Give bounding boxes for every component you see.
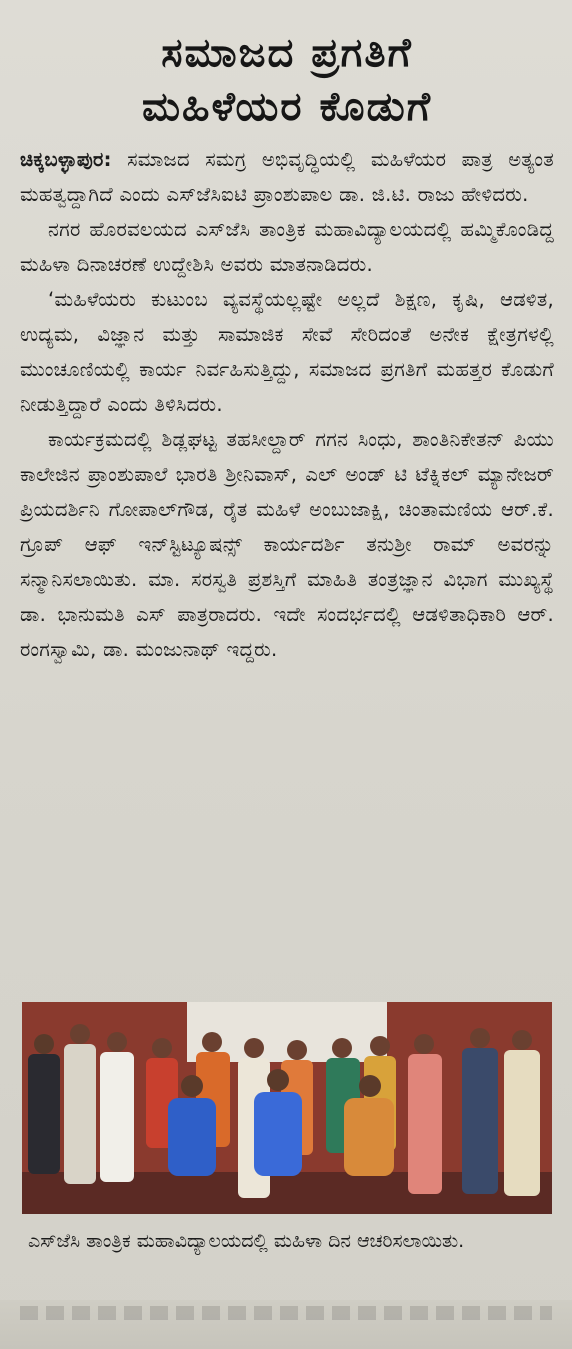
paragraph-3: ‘ಮಹಿಳೆಯರು ಕುಟುಂಬ ವ್ಯವಸ್ಥೆಯಲ್ಲಷ್ಟೇ ಅಲ್ಲದೆ ಶಿಕ್ಷಣ, ಕೃಷಿ, ಆಡಳಿತ, ಉದ್ಯಮ, ವಿಜ್ಞಾನ ಮತ್ತು ಸಾಮಾಜಿಕ ಸೇವೆ ಸೇರಿದಂತೆ ಅನೇಕ ಕ್ಷೇತ್ರಗಳಲ್ಲಿ ಮುಂಚೂಣಿಯಲ್ಲಿ ಕಾರ್ಯ ನಿರ್ವಹಿಸುತ್ತಿದ್ದು, ಸಮಾಜದ ಪ್ರಗತಿಗೆ ಮಹತ್ತರ ಕೊಡುಗೆ ನೀಡುತ್ತಿದ್ದಾರೆ ಎಂದು ತಿಳಿಸಿದರು. <box>20 288 554 416</box>
headline-line-1: ಸಮಾಜದ ಪ್ರಗತಿಗೆ <box>161 30 413 76</box>
paragraph-1 <box>20 142 554 212</box>
event-photo-illustration <box>22 1002 552 1214</box>
event-photo <box>22 1002 552 1214</box>
seated-people <box>168 1069 394 1176</box>
photo-caption: ಎಸ್‌ಜೆಸಿ ತಾಂತ್ರಿಕ ಮಹಾವಿದ್ಯಾಲಯದಲ್ಲಿ ಮಹಿಳಾ ದಿನ ಆಚರಿಸಲಾಯಿತು. <box>28 1230 465 1252</box>
clipping-fold <box>0 1300 572 1349</box>
headline <box>20 0 554 134</box>
article-body <box>20 142 554 667</box>
paragraph-4: ಕಾರ್ಯಕ್ರಮದಲ್ಲಿ ಶಿಡ್ಲಘಟ್ಟ ತಹಸೀಲ್ದಾರ್ ಗಗನ ಸಿಂಧು, ಶಾಂತಿನಿಕೇತನ್ ಪಿಯು ಕಾಲೇಜಿನ ಪ್ರಾಂಶುಪಾಲೆ ಭಾರತಿ ಶ್ರೀನಿವಾಸ್, ಎಲ್ ಅಂಡ್ ಟಿ ಟೆಕ್ನಿಕಲ್ ಮ್ಯಾನೇಜರ್ ಪ್ರಿಯದರ್ಶಿನಿ ಗೋಪಾಲ್‌ಗೌಡ, ರೈತ ಮಹಿಳೆ ಅಂಬುಜಾಕ್ಷಿ, ಚಿಂತಾಮಣಿಯ ಆರ್.ಕೆ. ಗ್ರೂಪ್ ಆಫ್ ಇನ್‌ಸ್ಟಿಟ್ಯೂಷನ್ಸ್ ಕಾರ್ಯದರ್ಶಿ ತನುಶ್ರೀ ರಾಮ್ ಅವರನ್ನು ಸನ್ಮಾನಿಸಲಾಯಿತು. ಮಾ. ಸರಸ್ವತಿ ಪ್ರಶಸ್ತಿಗೆ ಮಾಹಿತಿ ತಂತ್ರಜ್ಞಾನ ವಿಭಾಗ ಮುಖ್ಯಸ್ಥೆ ಡಾ. ಭಾನುಮತಿ ಎಸ್ ಪಾತ್ರರಾದರು. ಇದೇ ಸಂದರ್ಭದಲ್ಲಿ ಆಡಳಿತಾಧಿಕಾರಿ ಆರ್. ರಂಗಸ್ವಾಮಿ, ಡಾ. ಮಂಜುನಾಥ್ ಇದ್ದರು. <box>20 428 554 661</box>
headline-line-2: ಮಹಿಳೆಯರ ಕೊಡುಗೆ <box>141 84 433 130</box>
dateline: ಚಿಕ್ಕಬಳ್ಳಾಪುರ: <box>20 148 112 171</box>
faded-text-strip <box>20 1306 552 1320</box>
paragraph-1-text: ಸಮಾಜದ ಸಮಗ್ರ ಅಭಿವೃದ್ಧಿಯಲ್ಲಿ ಮಹಿಳೆಯರ ಪಾತ್ರ ಅತ್ಯಂತ ಮಹತ್ವದ್ದಾಗಿದೆ ಎಂದು ಎಸ್‌ಜೆಸಿಐಟಿ ಪ್ರಾಂಶುಪಾಲ ಡಾ. ಜಿ.ಟಿ. ರಾಜು ಹೇಳಿದರು. <box>20 148 554 206</box>
paragraph-2: ನಗರ ಹೊರವಲಯದ ಎಸ್‌ಜೆಸಿ ತಾಂತ್ರಿಕ ಮಹಾವಿದ್ಯಾಲಯದಲ್ಲಿ ಹಮ್ಮಿಕೊಂಡಿದ್ದ ಮಹಿಳಾ ದಿನಾಚರಣೆ ಉದ್ದೇಶಿಸಿ ಅವರು ಮಾತನಾಡಿದರು. <box>20 218 554 276</box>
